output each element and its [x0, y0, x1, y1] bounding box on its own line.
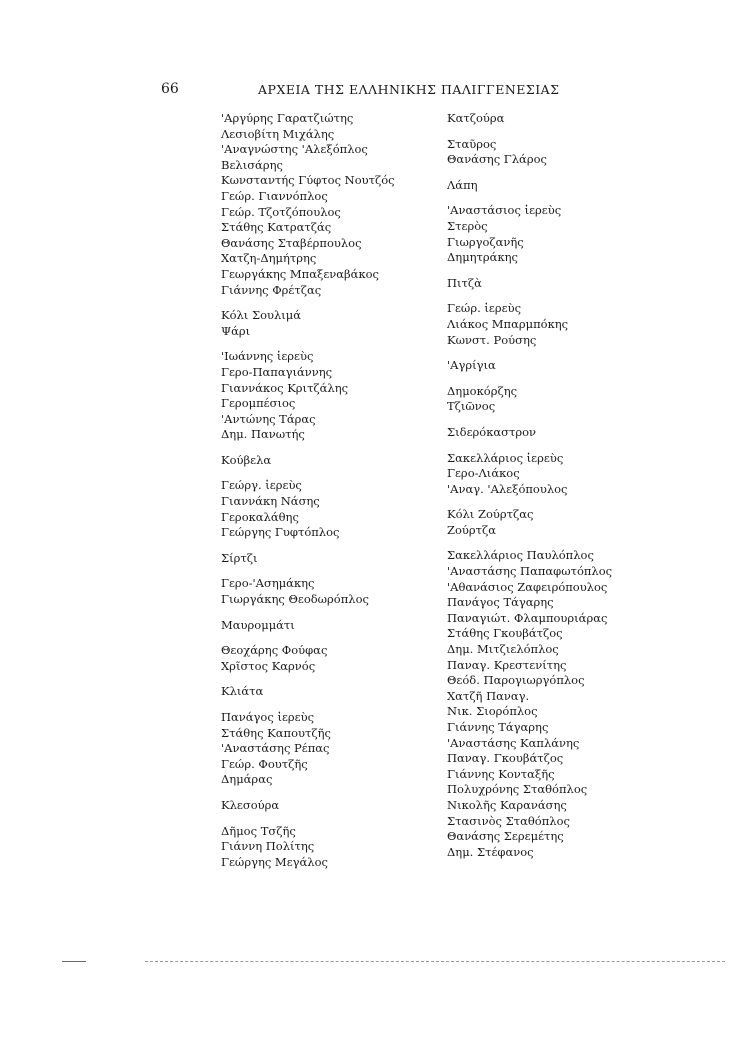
name-entry: Δῆμος Τσζῆς [221, 823, 296, 838]
name-entry: Γιάννης Τάγαρης [447, 720, 549, 734]
name-entry: Γιωργάκης Θεοδωρόπλος [221, 592, 369, 607]
name-entry: Δημ. Μιτζιελόπλος [447, 642, 559, 657]
name-entry: 'Αναστάσης Καπλάνης [447, 735, 580, 750]
right-column [447, 111, 647, 860]
name-entry: 'Αναγνώστης 'Αλεξόπλος [221, 142, 368, 157]
name-entry: Δημητράκης [447, 250, 518, 265]
name-entry: Θεόδ. Παρογιωργόπλος [447, 673, 585, 688]
name-entry: Γεώργης Γυφτόπλος [221, 525, 340, 540]
name-entry: Πανάγος ἱερεὺς [221, 710, 315, 724]
name-entry: Τζιῶνος [447, 399, 496, 414]
name-group [221, 308, 421, 339]
name-entry: Γεροκαλάθης [221, 509, 299, 524]
name-entry: Γερομπέσιος [221, 396, 296, 411]
village-heading: Κλιάτα [221, 684, 264, 699]
name-group [447, 358, 647, 415]
name-entry: Στασινὸς Σταθόπλος [447, 813, 570, 828]
name-entry: Γιαννάκη Νάσης [221, 494, 320, 509]
village-heading: Πιτζὰ [447, 275, 482, 290]
name-entry: Λιάκος Μπαρμπόκης [447, 316, 569, 331]
name-entry: Σταῦρος [447, 136, 497, 151]
name-entry: Κωνστ. Ρούσης [447, 332, 537, 347]
name-entry: Στάθης Κατρατζάς [221, 220, 332, 235]
name-entry: 'Ιωάννης ἱερεὺς [221, 349, 314, 364]
name-group [221, 551, 421, 608]
name-group [447, 507, 647, 538]
name-group [221, 349, 421, 443]
village-heading: Μαυρομμάτι [221, 617, 295, 632]
name-entry: Γερο-Παπαγιάννης [221, 364, 333, 379]
name-entry: Γιάννης Κονταξῆς [447, 766, 555, 781]
name-entry: Θεοχάρης Φούφας [221, 643, 328, 658]
name-entry: Παναγιώτ. Φλαμπουριάρας [447, 610, 608, 625]
left-column [221, 111, 421, 870]
name-entry: Θανάσης Σταβέρπουλος [221, 235, 362, 250]
name-entry: Γεώρ. Φουτζῆς [221, 756, 308, 771]
name-entry: Δημοκόρζης [447, 383, 518, 398]
name-entry: Δημ. Στέφανος [447, 844, 534, 859]
name-entry: Λεσιοβίτη Μιχάλης [221, 126, 335, 141]
name-entry: 'Αναστάσης Ρέπας [221, 741, 330, 756]
name-entry: Γεώρ. Γιαννόπλος [221, 188, 328, 203]
name-entry: 'Αθανάσιος Ζαφειρόπουλος [447, 579, 608, 594]
name-entry: Νικολῆς Καρανάσης [447, 797, 567, 812]
name-entry: Γερο-Λιάκος [447, 466, 520, 481]
page-number: 66 [161, 81, 179, 97]
name-entry: Παναγ. Γκουβάτζος [447, 751, 564, 766]
name-entry: 'Αργύρης Γαρατζιώτης [221, 111, 354, 125]
footer-rule [62, 961, 86, 962]
name-entry: Χατζῆ Παναγ. [447, 688, 530, 703]
name-entry: Χατζη-Δημήτρης [221, 251, 317, 266]
name-group [221, 684, 421, 788]
name-entry: Νικ. Σιορόπλος [447, 704, 538, 719]
name-entry: Ζούρτζα [447, 522, 497, 537]
name-entry: Δημάρας [221, 772, 273, 787]
name-group [221, 453, 421, 541]
name-group [221, 111, 421, 298]
village-heading: Λάπη [447, 177, 478, 192]
name-group [221, 618, 421, 675]
name-entry: Γεωργάκης Μπαξεναβάκος [221, 266, 380, 281]
village-heading: Κούβελα [221, 452, 272, 467]
name-entry: Πανάγος Τάγαρης [447, 595, 554, 610]
name-entry: Κόλι Ζούρτζας [447, 507, 534, 522]
name-entry: Στερὸς [447, 218, 488, 233]
village-heading: 'Αγρίγια [447, 358, 496, 373]
name-entry: 'Αντώνης Τάρας [221, 411, 316, 426]
name-entry: Γερο-'Ασημάκης [221, 576, 315, 591]
village-heading: Σιδερόκαστρον [447, 424, 537, 439]
footer-rule-dashed [145, 961, 725, 962]
name-entry: Σακελλάριος Παυλόπλος [447, 548, 594, 563]
village-heading: Κατζούρα [447, 111, 505, 125]
name-entry: Χρῖστος Καρνός [221, 658, 316, 673]
village-heading: Κλεσούρα [221, 797, 280, 812]
name-entry: Γιωργοζανῆς [447, 234, 524, 249]
name-entry: Γεώρ. ἱερεὺς [447, 301, 522, 316]
name-entry: Δημ. Πανωτής [221, 427, 305, 442]
name-entry: 'Αναστάσιος ἱερεὺς [447, 203, 562, 218]
name-entry: Γεώργ. ἱερεὺς [221, 478, 302, 493]
name-entry: Γιαννάκος Κριτζάλης [221, 380, 349, 395]
name-entry: 'Αναγ. 'Αλεξόπουλος [447, 481, 568, 496]
name-entry: Πολυχρόνης Σταθόπλος [447, 782, 588, 797]
name-entry: Στάθης Γκουβάτζος [447, 626, 563, 641]
name-entry: Ψάρι [221, 323, 251, 338]
name-entry: Θανάσης Σερεμέτης [447, 829, 564, 844]
name-group [447, 111, 647, 168]
name-entry: Γεώρ. Τζοτζόπουλος [221, 204, 341, 219]
name-entry: 'Αναστάσης Παπαφωτόπλος [447, 564, 613, 579]
running-head: ΑΡΧΕΙΑ ΤΗΣ ΕΛΛΗΝΙΚΗΣ ΠΑΛΙΓΓΕΝΕΣΙΑΣ [258, 82, 560, 97]
name-entry: Στάθης Καπουτζῆς [221, 725, 331, 740]
name-group [221, 798, 421, 870]
name-group [447, 425, 647, 497]
name-group [447, 276, 647, 348]
name-group [447, 178, 647, 266]
name-entry: Θανάσης Γλάρος [447, 152, 547, 167]
name-entry: Κωνσταντής Γύφτος Νουτζός [221, 173, 395, 188]
name-entry: Γεώργης Μεγάλος [221, 854, 328, 869]
village-heading: Σίρτζι [221, 550, 258, 565]
name-group [447, 548, 647, 860]
name-entry: Σακελλάριος ἱερεὺς [447, 450, 564, 465]
name-entry: Γιάννης Φρέτζας [221, 282, 322, 297]
name-entry: Κόλι Σουλιμά [221, 308, 302, 323]
name-entry: Παναγ. Κρεστενίτης [447, 657, 567, 672]
name-entry: Βελισάρης [221, 157, 283, 172]
name-entry: Γιάννη Πολίτης [221, 839, 315, 854]
